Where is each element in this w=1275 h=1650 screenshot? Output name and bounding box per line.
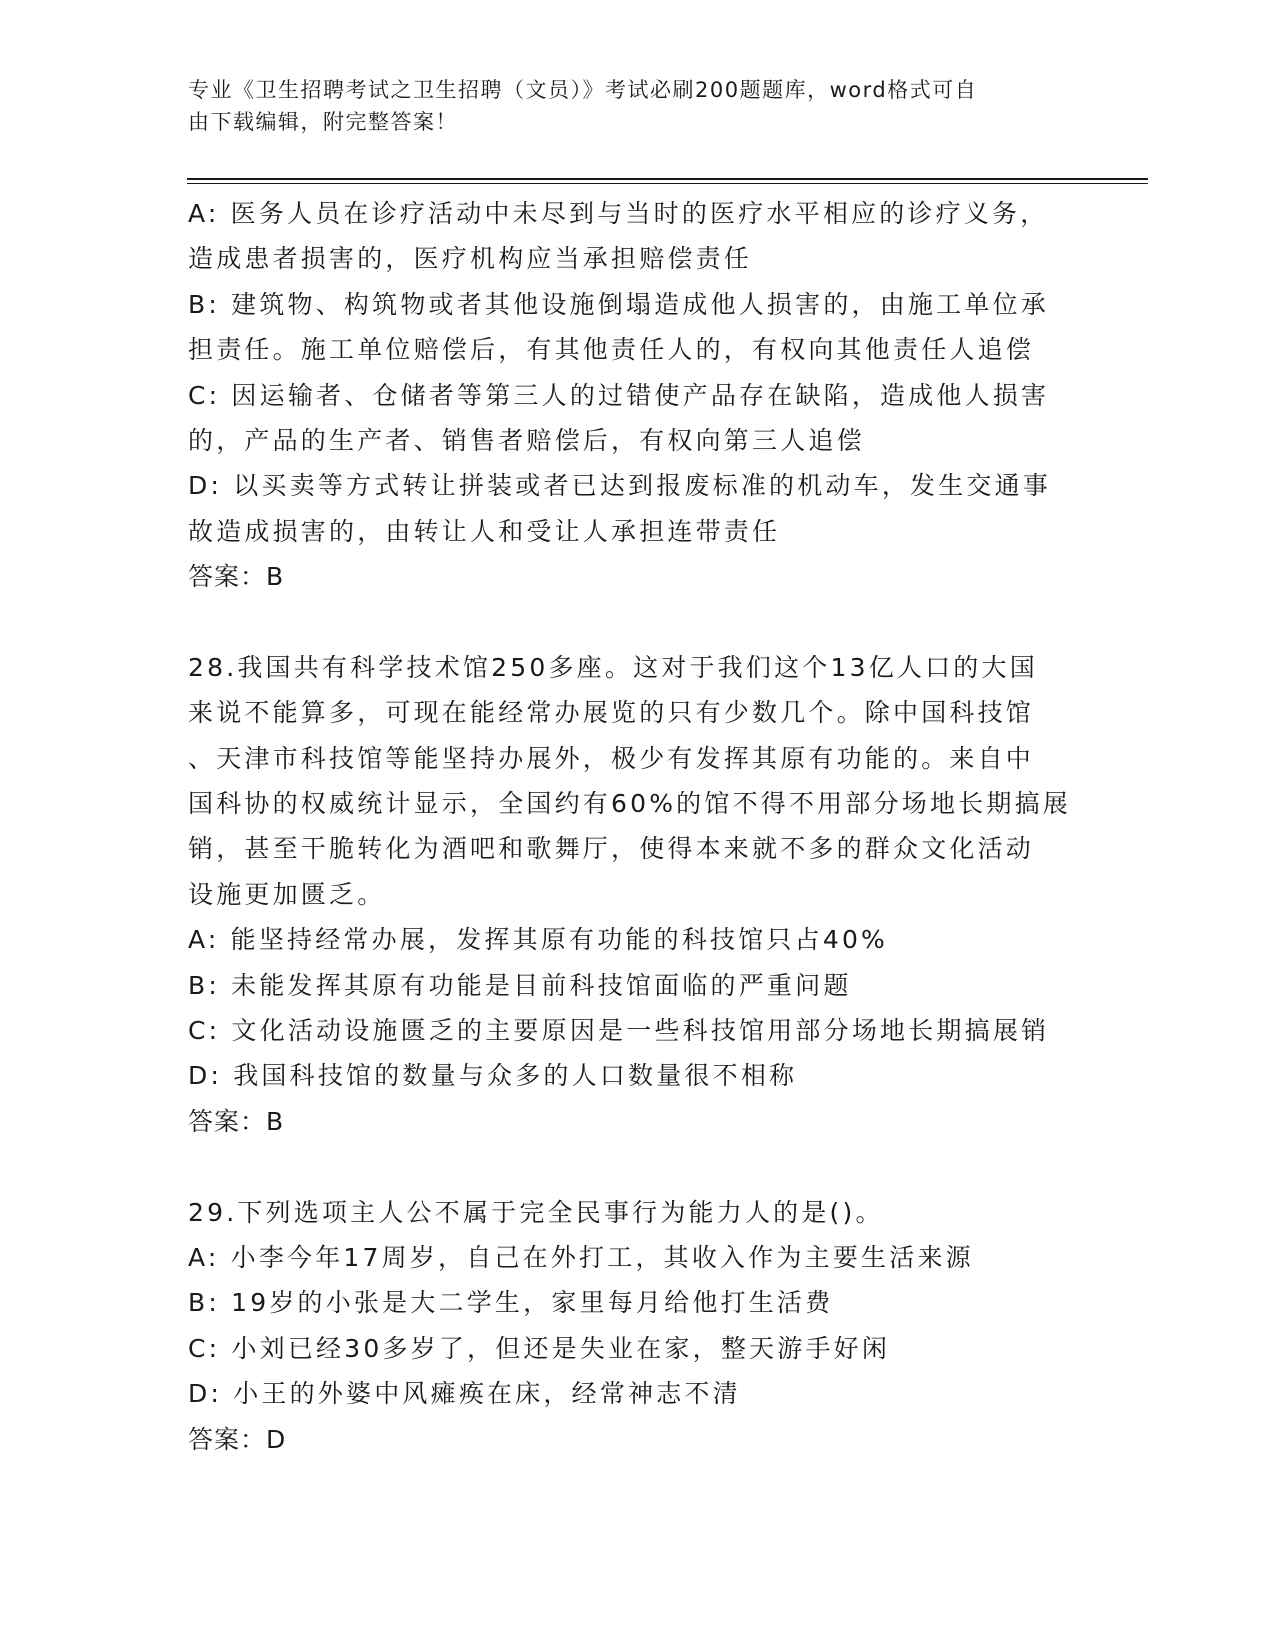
option-b-line-1: B: 建筑物、构筑物或者其他设施倒塌造成他人损害的，由施工单位承 — [188, 289, 1049, 319]
option-c: C: 文化活动设施匮乏的主要原因是一些科技馆用部分场地长期搞展销 — [188, 1016, 1050, 1046]
option-d: D: 我国科技馆的数量与众多的人口数量很不相称 — [188, 1061, 798, 1091]
answer-text: 答案：D — [188, 1424, 287, 1454]
option-b: B: 未能发挥其原有功能是目前科技馆面临的严重问题 — [188, 970, 852, 1000]
question-list — [188, 191, 1088, 1462]
spacer — [188, 1144, 1088, 1189]
question-27 — [188, 191, 1088, 600]
spacer — [188, 600, 1088, 645]
option-c-line-1: C: 因运输者、仓储者等第三人的过错使产品存在缺陷，造成他人损害 — [188, 380, 1050, 410]
question-28 — [188, 645, 1088, 1144]
question-stem-line-3: 、天津市科技馆等能坚持办展外，极少有发挥其原有功能的。来自中 — [188, 743, 1035, 773]
question-stem-line-5: 销，甚至干脆转化为酒吧和歌舞厅，使得本来就不多的群众文化活动 — [188, 834, 1035, 864]
question-stem-line-2: 来说不能算多，可现在能经常办展览的只有少数几个。除中国科技馆 — [188, 698, 1035, 728]
header-divider-thick — [187, 178, 1148, 180]
question-29 — [188, 1190, 1088, 1462]
option-d-line-1: D: 以买卖等方式转让拼装或者已达到报废标准的机动车，发生交通事 — [188, 471, 1052, 501]
option-c-line-2: 的，产品的生产者、销售者赔偿后，有权向第三人追偿 — [188, 425, 865, 455]
option-a: A: 能坚持经常办展，发挥其原有功能的科技馆只占40% — [188, 925, 889, 955]
option-b: B: 19岁的小张是大二学生，家里每月给他打生活费 — [188, 1288, 834, 1318]
option-a: A: 小李今年17周岁，自己在外打工，其收入作为主要生活来源 — [188, 1242, 974, 1272]
header-title-line-1: 专业《卫生招聘考试之卫生招聘（文员）》考试必刷200题题库，word格式可自 — [188, 78, 978, 102]
question-stem-line-4: 国科协的权威统计显示，全国约有60%的馆不得不用部分场地长期搞展 — [188, 789, 1071, 819]
answer-text: 答案：B — [188, 1106, 285, 1136]
header-divider-thin — [187, 183, 1148, 184]
question-stem-line-1: 28.我国共有科学技术馆250多座。这对于我们这个13亿人口的大国 — [188, 652, 1038, 682]
question-stem: 29.下列选项主人公不属于完全民事行为能力人的是()。 — [188, 1197, 884, 1227]
document-header — [188, 74, 1068, 138]
question-stem-line-6: 设施更加匮乏。 — [188, 879, 386, 909]
option-c: C: 小刘已经30多岁了，但还是失业在家，整天游手好闲 — [188, 1333, 891, 1363]
option-a-line-2: 造成患者损害的，医疗机构应当承担赔偿责任 — [188, 244, 753, 274]
header-title-line-2: 由下载编辑，附完整答案！ — [188, 110, 458, 134]
option-d-line-2: 故造成损害的，由转让人和受让人承担连带责任 — [188, 516, 781, 546]
option-a-line-1: A: 医务人员在诊疗活动中未尽到与当时的医疗水平相应的诊疗义务， — [188, 199, 1049, 228]
option-d: D: 小王的外婆中风瘫痪在床，经常神志不清 — [188, 1379, 741, 1409]
option-b-line-2: 担责任。施工单位赔偿后，有其他责任人的，有权向其他责任人追偿 — [188, 335, 1035, 365]
answer-text: 答案：B — [188, 562, 285, 592]
